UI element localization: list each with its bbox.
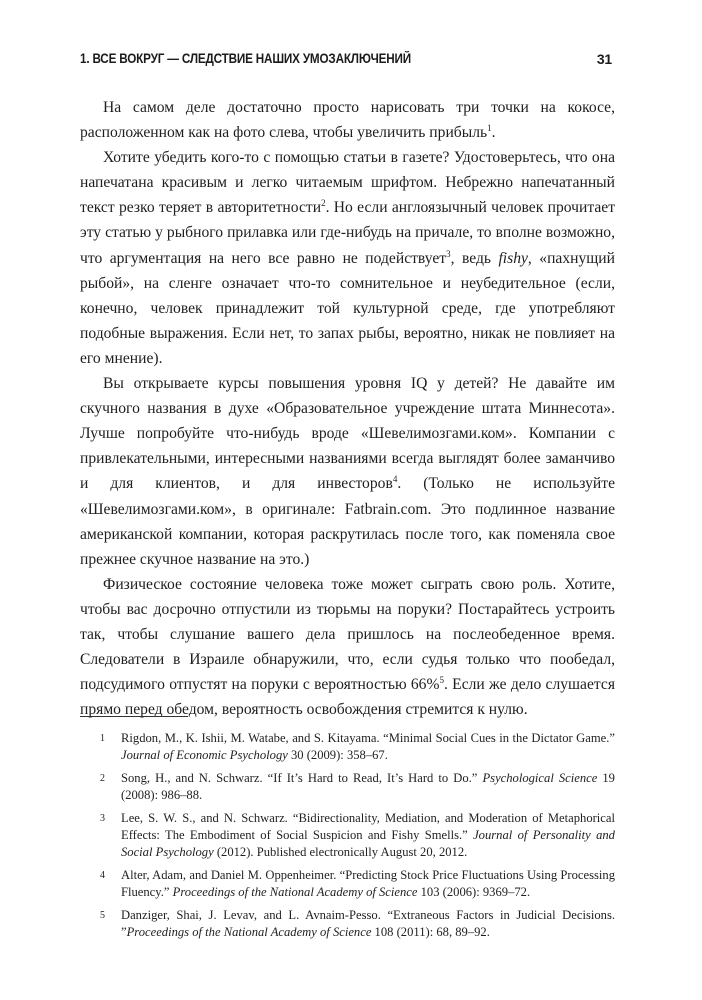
footnote-ref-4[interactable]: 4 — [392, 474, 398, 485]
journal-title: Proceedings of the National Academy of Science — [172, 885, 418, 900]
footnote-3: 3 Lee, S. W. S., and N. Schwarz. “Bidirectionality, Mediation, and Moderation of Metaphorical Effects: The Embodiment of Social Suspicion and Fishy Smells.” Journal of Personality and Social Psychology (2012). Published electronically August 20, 2012. — [100, 810, 615, 860]
footnote-2: 2 Song, H., and N. Schwarz. “If It’s Hard to Read, It’s Hard to Do.” Psychological Science 19 (2008): 986–88. — [100, 770, 615, 803]
footnote-5: 5 Danziger, Shai, J. Levav, and L. Avnaim-Pesso. “Extraneous Factors in Judicial Decisions. ”Proceedings of the National Academy of Science 108 (2011): 68, 89–92. — [100, 907, 615, 940]
running-header — [80, 51, 612, 71]
journal-title: Journal of Personality and Social Psychology — [121, 828, 615, 860]
footnote-ref-3[interactable]: 3 — [446, 248, 451, 259]
paragraph-3: Вы открываете курсы повышения уровня IQ у детей? Не давайте им скучного названия в духе «Образовательное учреждение штата Миннесота». Лучше попробуйте что-нибудь вроде «Шевелимозгами.ком». Компании с привлекательными, интересными названиями всегда выглядят более заманчиво и для клиентов, и для инвесторов$^4$. (Только не используйте «Шевелимозгами.ком», в оригинале: Fatbrain.com. Это подлинное название американской компании, которая раскрутилась после того, как поменяла свое прежнее скучное название на это.) — [80, 375, 616, 568]
emphasis-fishy: fishy — [498, 249, 528, 267]
footnote-ref-1[interactable]: 1 — [487, 122, 492, 133]
footnote-divider — [80, 716, 188, 717]
journal-title: Proceedings of the National Academy of Science — [126, 925, 372, 940]
page-number: 31 — [596, 51, 612, 67]
paragraph-2: Хотите убедить кого-то с помощью статьи в газете? Удостоверьтесь, что она напечатана красивым и легко читаемым шрифтом. Небрежно напечатанный текст резко теряет в авторитетности$^2$. Но если англоязычный человек прочитает эту статью у рыбного прилавка или где-нибудь на причале, то вполне возможно, что аргументация на него все равно не подействует$^3$, ведь fishy, «пахнущий рыбой», на сленге означает что-то сомнительное и неубедительное (если, конечно, человек принадлежит той культурной среде, где употребляют подобные выражения. Если нет, то запах рыбы, вероятно, никак не повлияет на его мнение). — [80, 149, 616, 367]
footnote-number: 1 — [100, 733, 105, 744]
footnote-number: 4 — [100, 869, 105, 881]
footnotes — [80, 730, 615, 946]
footnote-number: 3 — [100, 812, 105, 824]
chapter-title: 1. ВСЕ ВОКРУГ — СЛЕДСТВИЕ НАШИХ УМОЗАКЛЮЧЕНИЙ — [80, 51, 411, 66]
paragraph-4: Физическое состояние человека тоже может сыграть свою роль. Хотите, чтобы вас досрочно отпустили из тюрьмы на поруки? Постарайтесь устроить так, чтобы слушание вашего дела пришлось на послеобеденное время. Следователи в Израиле обнаружили, что, если судья только что пообедал, подсудимого отпустят на поруки с вероятностью 66%$^5$. Если же дело слушается прямо перед обедом, вероятность освобождения стремится к нулю. — [80, 575, 615, 719]
journal-title: Psychological Science — [482, 770, 598, 785]
footnote-ref-2[interactable]: 2 — [321, 198, 326, 209]
paragraph-1: На самом деле достаточно просто нарисовать три точки на кокосе, расположенном как на фото слева, чтобы увеличить прибыль$^1$. — [80, 99, 615, 142]
footnote-number: 5 — [100, 909, 105, 921]
footnote-4: 4 Alter, Adam, and Daniel M. Oppenheimer. “Predicting Stock Price Fluctuations Using Processing Fluency.” Proceedings of the National Academy of Science 103 (2006): 9369–72. — [100, 867, 615, 900]
footnote-ref-5[interactable]: 5 — [439, 674, 444, 685]
footnote-number: 2 — [100, 772, 105, 784]
journal-title: Journal of Economic Psychology — [121, 748, 288, 763]
main-text — [80, 95, 615, 722]
footnote-1: 1 Rigdon, M., K. Ishii, M. Watabe, and S. Kitayama. “Minimal Social Cues in the Dictator Game.” Journal of Economic Psychology 30 (2009): 358–67. — [100, 731, 615, 763]
